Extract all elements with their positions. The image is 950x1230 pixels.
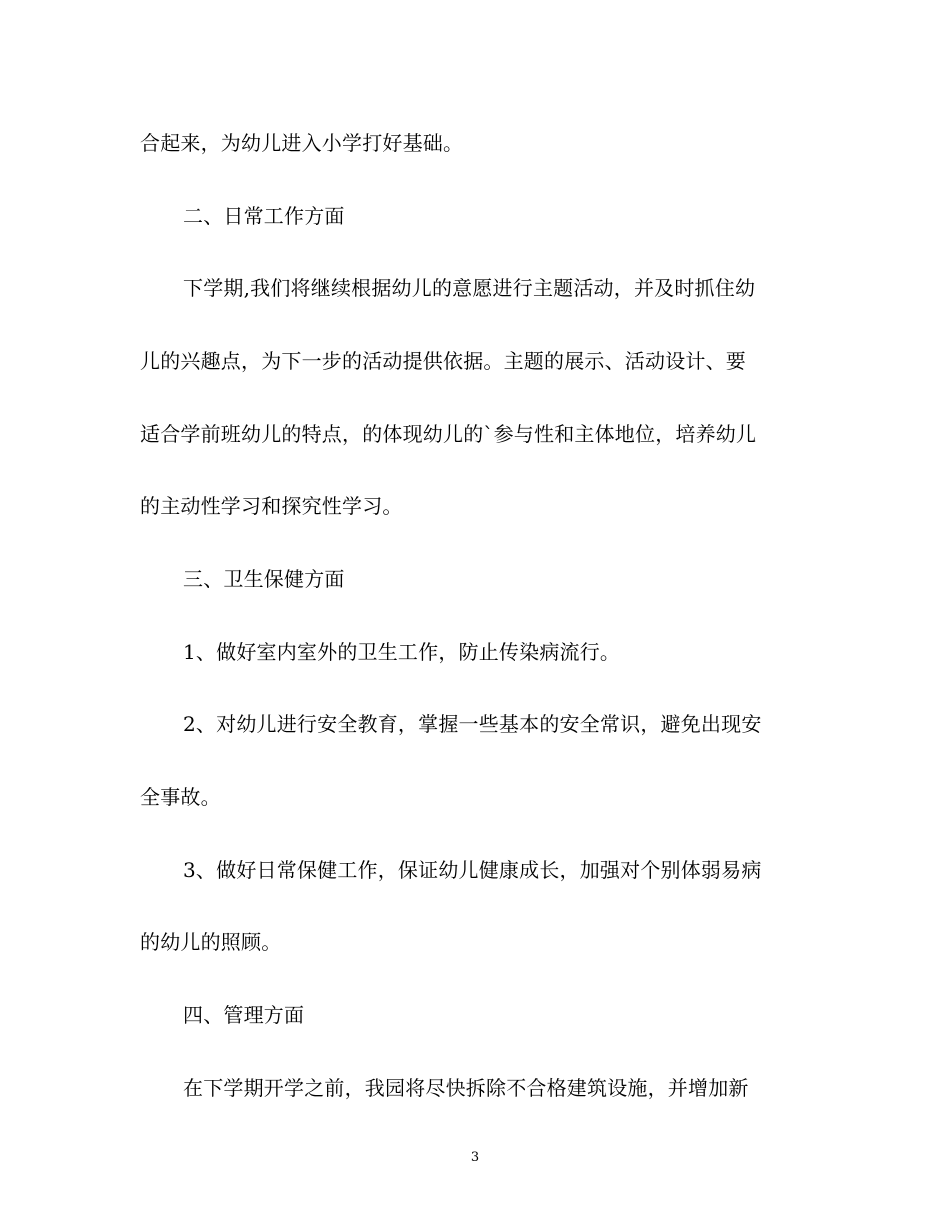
section-heading: 三、卫生保健方面 bbox=[183, 567, 345, 591]
section-heading: 四、管理方面 bbox=[183, 1003, 305, 1027]
list-item: 1、做好室内室外的卫生工作，防止传染病流行。 bbox=[183, 640, 621, 664]
paragraph-line: 合起来，为幼儿进入小学打好基础。 bbox=[140, 131, 464, 155]
paragraph-line: 全事故。 bbox=[140, 785, 221, 809]
paragraph-line: 儿的兴趣点，为下一步的活动提供依据。主题的展示、活动设计、要 bbox=[140, 349, 746, 373]
list-item: 2、对幼儿进行安全教育，掌握一些基本的安全常识，避免出现安 bbox=[183, 712, 762, 736]
section-heading: 二、日常工作方面 bbox=[183, 204, 345, 228]
list-item: 3、做好日常保健工作，保证幼儿健康成长，加强对个别体弱易病 bbox=[183, 858, 762, 882]
paragraph-line: 适合学前班幼儿的特点，的体现幼儿的`参与性和主体地位，培养幼儿 bbox=[140, 422, 757, 446]
paragraph-line: 下学期,我们将继续根据幼儿的意愿进行主题活动，并及时抓住幼 bbox=[183, 276, 756, 300]
paragraph-line: 的幼儿的照顾。 bbox=[140, 930, 282, 954]
page-number: 3 bbox=[470, 1150, 480, 1165]
paragraph-line: 的主动性学习和探究性学习。 bbox=[140, 494, 403, 518]
paragraph-line: 在下学期开学之前，我园将尽快拆除不合格建筑设施，并增加新 bbox=[183, 1076, 749, 1100]
